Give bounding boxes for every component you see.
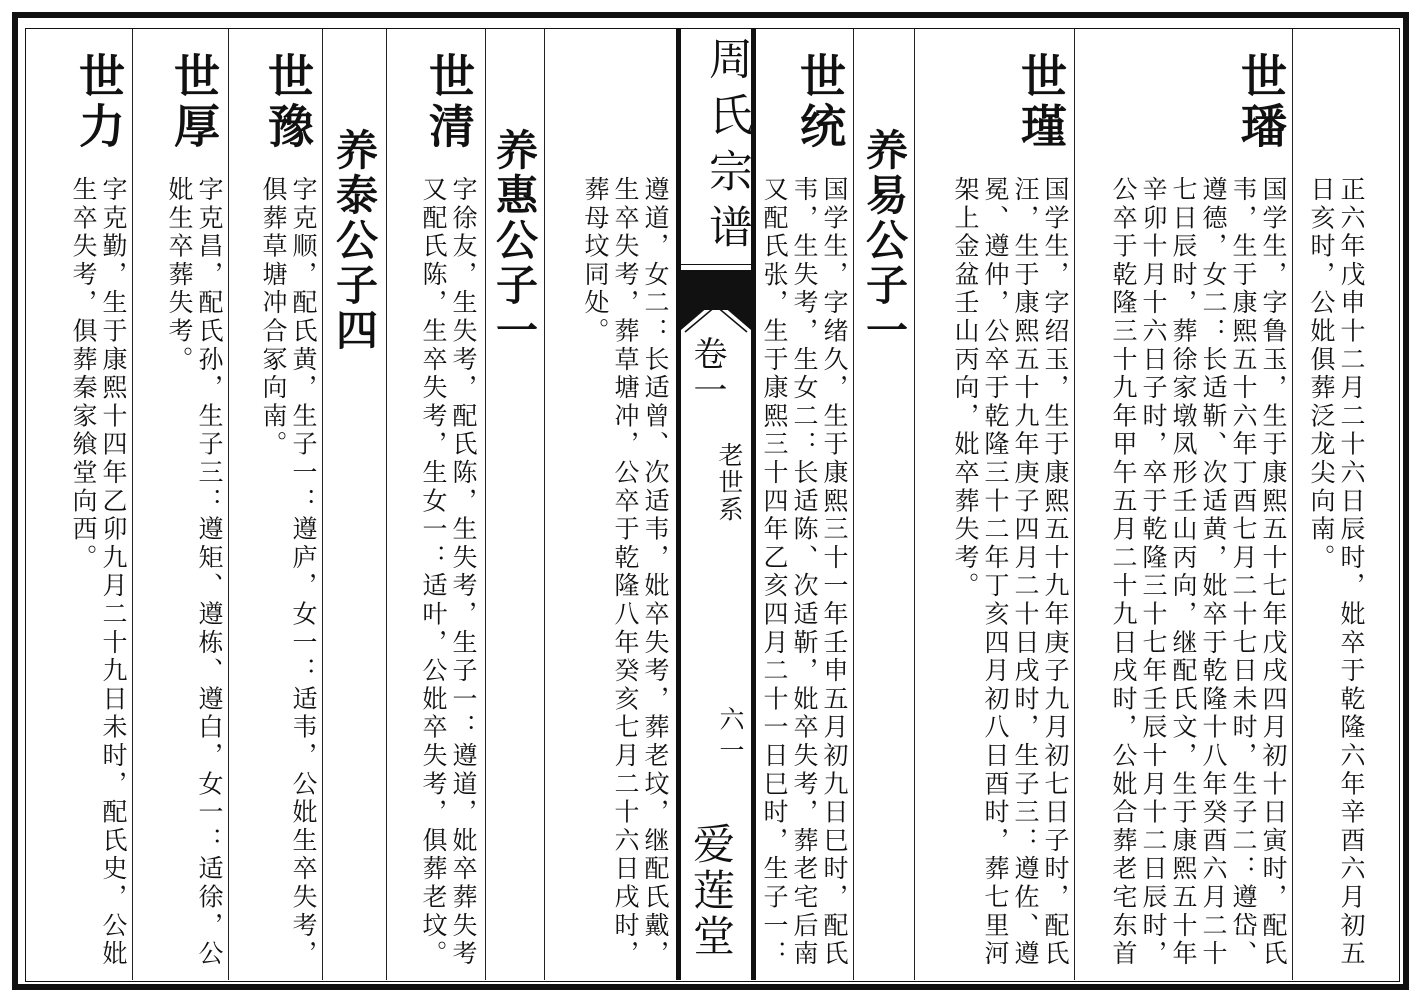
record-line: 字克勤，生于康熙十四年乙卯九月二十九日未时，配氏史，公妣 bbox=[99, 176, 128, 969]
record-line: 字克顺，配氏黄，生子一：遵庐，女一：适韦，公妣生卒失考， bbox=[289, 176, 318, 969]
spine-rule bbox=[681, 264, 751, 265]
record-line: 生卒失考，葬草塘冲，公卒于乾隆八年癸亥七月二十六日戌时， bbox=[611, 176, 640, 969]
record-line: 国学生，字鲁玉，生于康熙五十七年戊戌四月初十日寅时，配氏 bbox=[1259, 176, 1288, 969]
person-name-heading: 世统 bbox=[793, 52, 847, 152]
record-line: 又配氏陈，生卒失考，生女一：适叶，公妣卒失考，俱葬老坟。 bbox=[419, 176, 448, 969]
record-line: 生卒失考，俱葬秦家飨堂向西。 bbox=[69, 176, 98, 573]
person-name-heading: 世清 bbox=[422, 52, 476, 152]
record-line: 国学生，字绪久，生于康熙三十一年壬申五月初九日巳时，配氏 bbox=[820, 176, 849, 969]
column-divider bbox=[544, 29, 545, 980]
column-divider bbox=[1074, 29, 1075, 980]
branch-heading: 养易公子一 bbox=[860, 128, 909, 353]
record-line: 俱葬草塘冲合冢向南。 bbox=[259, 176, 288, 459]
record-line: 正六年戊申十二月二十六日辰时，妣卒于乾隆六年辛酉六月初五 bbox=[1337, 176, 1366, 969]
hall-name: 爱莲堂 bbox=[687, 822, 736, 960]
record-line: 又配氏张，生于康熙三十四年乙亥四月二十一日巳时，生子一： bbox=[760, 176, 789, 969]
branch-heading: 养泰公子四 bbox=[330, 128, 379, 353]
record-line: 韦，生于康熙五十六年丁酉七月二十七日未时，生子二：遵岱、 bbox=[1229, 176, 1258, 969]
section-label: 老世系 bbox=[715, 442, 744, 523]
column-divider bbox=[485, 29, 486, 980]
record-line: 字徐友，生失考，配氏陈，生失考，生子一：遵道，妣卒葬失考 bbox=[449, 176, 478, 969]
record-line: 汪，生于康熙五十九年庚子四月二十日戌时，生子三：遵佐、遵 bbox=[1011, 176, 1040, 969]
record-line: 国学生，字绍玉，生于康熙五十九年庚子九月初七日子时，配氏 bbox=[1041, 176, 1070, 969]
genealogy-title: 周氏宗谱 bbox=[701, 36, 752, 260]
column-divider bbox=[386, 29, 387, 980]
record-line: 日亥时，公妣俱葬泛龙尖向南。 bbox=[1307, 176, 1336, 573]
person-name-heading: 世厚 bbox=[167, 52, 221, 152]
column-divider bbox=[322, 29, 323, 980]
column-divider bbox=[853, 29, 854, 980]
branch-heading: 养惠公子一 bbox=[490, 128, 539, 353]
record-line: 冕、遵仲，公卒于乾隆三十二年丁亥四月初八日酉时，葬七里河 bbox=[981, 176, 1010, 969]
record-line: 妣生卒葬失考。 bbox=[165, 176, 194, 375]
volume-label: 卷一 bbox=[687, 336, 727, 408]
column-divider bbox=[228, 29, 229, 980]
record-line: 辛卯十月十六日子时，卒于乾隆三十七年壬辰十月十二日辰时， bbox=[1139, 176, 1168, 969]
spine-border-left bbox=[676, 29, 681, 980]
record-line: 字克昌，配氏孙，生子三：遵矩、遵栋、遵白，女一：适徐，公 bbox=[195, 176, 224, 969]
record-line: 遵道，女二：长适曾、次适韦，妣卒失考，葬老坟，继配氏戴， bbox=[641, 176, 670, 969]
record-line: 遵德，女二：长适靳、次适黄，妣卒于乾隆十八年癸酉六月二十 bbox=[1199, 176, 1228, 969]
record-line: 葬母坟同处。 bbox=[581, 176, 610, 346]
column-divider bbox=[1292, 29, 1293, 980]
record-line: 公卒于乾隆三十九年甲午五月二十九日戌时，公妣合葬老宅东首 bbox=[1109, 176, 1138, 969]
record-line: 韦，生失考，生女二：长适陈、次适靳，妣卒失考，葬老宅后南 bbox=[790, 176, 819, 969]
person-name-heading: 世璠 bbox=[1234, 52, 1288, 152]
person-name-heading: 世力 bbox=[72, 52, 126, 152]
person-name-heading: 世瑾 bbox=[1014, 52, 1068, 152]
page-number: 六一 bbox=[716, 706, 745, 768]
column-divider bbox=[132, 29, 133, 980]
column-divider bbox=[914, 29, 915, 980]
record-line: 七日辰时，葬徐家墩凤形壬山丙向，继配氏文，生于康熙五十年 bbox=[1169, 176, 1198, 969]
fishtail-ornament-icon bbox=[681, 292, 751, 336]
record-line: 架上金盆壬山丙向，妣卒葬失考。 bbox=[951, 176, 980, 601]
person-name-heading: 世豫 bbox=[261, 52, 315, 152]
